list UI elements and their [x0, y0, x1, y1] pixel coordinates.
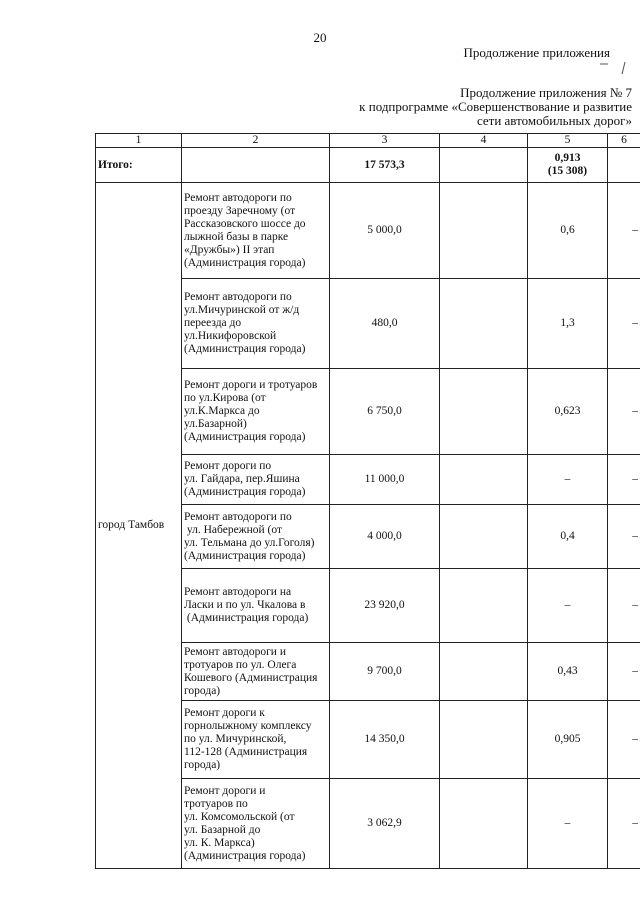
work-description [182, 701, 330, 779]
description-line: (Администрация города) [184, 849, 306, 862]
total-col5-count: (15 308) [547, 165, 588, 177]
description-line: горнолыжному комплексу [184, 720, 312, 732]
total-col5-value: 0,913 [554, 152, 581, 164]
appendix-header-line: Продолжение приложения № 7 [460, 85, 632, 100]
description-line: (Администрация города) [184, 431, 306, 443]
empty-cell [440, 701, 528, 779]
total-row [96, 148, 640, 183]
column-number: 2 [182, 134, 330, 148]
description-line: Ремонт дороги к [184, 707, 265, 719]
col5-cell: 0,6 [528, 183, 608, 279]
empty-cell [440, 369, 528, 455]
description-line: Ремонт автодороги по [184, 191, 292, 204]
amount-cell: 23 920,0 [330, 569, 440, 643]
city-cell: город Тамбов [96, 183, 182, 869]
total-amount: 17 573,3 [330, 148, 440, 183]
amount-cell: 480,0 [330, 279, 440, 369]
description-line: переезда до [184, 317, 242, 329]
description-line: лыжной базы в парке [184, 230, 289, 243]
description-line: ул. К. Маркса) [184, 836, 255, 849]
description-line: Ремонт дороги по [184, 460, 272, 472]
empty-cell [440, 505, 528, 569]
col5-cell: 0,623 [528, 369, 608, 455]
work-description [182, 779, 330, 869]
total-col5 [528, 148, 608, 183]
description-line: ул.Мичуринской от ж/д [184, 304, 300, 316]
description-line: Ремонт дороги и [184, 784, 266, 797]
column-number: 3 [330, 134, 440, 148]
description-line: города) [184, 759, 221, 771]
description-line: Ремонт автодороги по [184, 510, 292, 523]
description-line: ул. Тельмана до ул.Гоголя) [184, 536, 315, 549]
description-line: по ул. Мичуринской, [184, 733, 287, 745]
col5-cell: – [528, 779, 608, 869]
description-line: Ремонт дороги и тротуаров [184, 379, 318, 391]
description-line: Рассказовского шоссе до [184, 217, 306, 230]
empty-cell [440, 279, 528, 369]
column-number: 4 [440, 134, 528, 148]
empty-cell [608, 148, 640, 183]
col5-cell: 1,3 [528, 279, 608, 369]
col6-cell: – [608, 643, 640, 701]
description-line: Ремонт автодороги и [184, 645, 286, 658]
amount-cell: 4 000,0 [330, 505, 440, 569]
column-number: 1 [96, 134, 182, 148]
continuation-note: Продолжение приложения [463, 45, 610, 60]
description-line: ул. Набережной (от [184, 523, 283, 536]
description-line: проезду Заречному (от [184, 204, 296, 217]
work-description [182, 455, 330, 505]
col6-cell: – [608, 505, 640, 569]
amount-cell: 11 000,0 [330, 455, 440, 505]
col6-cell: – [608, 279, 640, 369]
col6-cell: – [608, 569, 640, 643]
pen-mark-icon [598, 58, 628, 76]
empty-cell [440, 643, 528, 701]
column-number: 5 [528, 134, 608, 148]
appendix-table [95, 133, 640, 869]
description-line: ул. Базарной до [184, 823, 261, 836]
col5-cell: – [528, 569, 608, 643]
work-description [182, 505, 330, 569]
description-line: тротуаров по [184, 797, 248, 810]
description-line: ул.Базарной) [184, 418, 247, 430]
col5-cell: 0,4 [528, 505, 608, 569]
appendix-header-line: сети автомобильных дорог» [476, 113, 632, 128]
description-line: (Администрация города) [184, 256, 306, 269]
description-line: (Администрация города) [184, 549, 306, 562]
description-line: ул. Комсомольской (от [184, 810, 295, 823]
total-label: Итого: [96, 148, 182, 183]
description-line: ул. Гайдара, пер.Яшина [184, 473, 300, 485]
description-line: (Администрация города) [184, 612, 309, 624]
amount-cell: 14 350,0 [330, 701, 440, 779]
work-description [182, 183, 330, 279]
description-line: (Администрация города) [184, 343, 306, 355]
page-number: 20 [313, 30, 327, 45]
empty-cell [440, 569, 528, 643]
description-line: «Дружбы») II этап [184, 243, 275, 256]
col6-cell: – [608, 183, 640, 279]
description-line: Ласки и по ул. Чкалова в [184, 599, 306, 611]
appendix-header [359, 86, 632, 128]
col5-cell: 0,43 [528, 643, 608, 701]
empty-cell [440, 779, 528, 869]
column-number-row [96, 134, 640, 148]
description-line: города) [184, 684, 221, 697]
amount-cell: 6 750,0 [330, 369, 440, 455]
amount-cell: 9 700,0 [330, 643, 440, 701]
description-line: 112-128 (Администрация [184, 746, 308, 758]
work-description [182, 569, 330, 643]
description-line: тротуаров по ул. Олега [184, 658, 297, 671]
empty-cell [440, 148, 528, 183]
description-line: Кошевого (Администрация [184, 671, 318, 684]
col6-cell: – [608, 701, 640, 779]
col6-cell: – [608, 779, 640, 869]
empty-cell [440, 455, 528, 505]
column-number: 6 [608, 134, 640, 148]
description-line: Ремонт автодороги на [184, 586, 292, 598]
amount-cell: 3 062,9 [330, 779, 440, 869]
description-line: ул.Никифоровской [184, 330, 277, 342]
col5-cell: 0,905 [528, 701, 608, 779]
col6-cell: – [608, 369, 640, 455]
amount-cell: 5 000,0 [330, 183, 440, 279]
description-line: ул.К.Маркса до [184, 405, 260, 417]
work-description [182, 279, 330, 369]
appendix-header-line: к подпрограмме «Совершенствование и развитие [359, 99, 632, 114]
description-line: Ремонт автодороги по [184, 291, 292, 303]
col6-cell: – [608, 455, 640, 505]
work-description [182, 643, 330, 701]
table-row [96, 183, 640, 279]
work-description [182, 369, 330, 455]
empty-cell [182, 148, 330, 183]
col5-cell: – [528, 455, 608, 505]
empty-cell [440, 183, 528, 279]
description-line: по ул.Кирова (от [184, 392, 266, 404]
description-line: (Администрация города) [184, 486, 306, 498]
